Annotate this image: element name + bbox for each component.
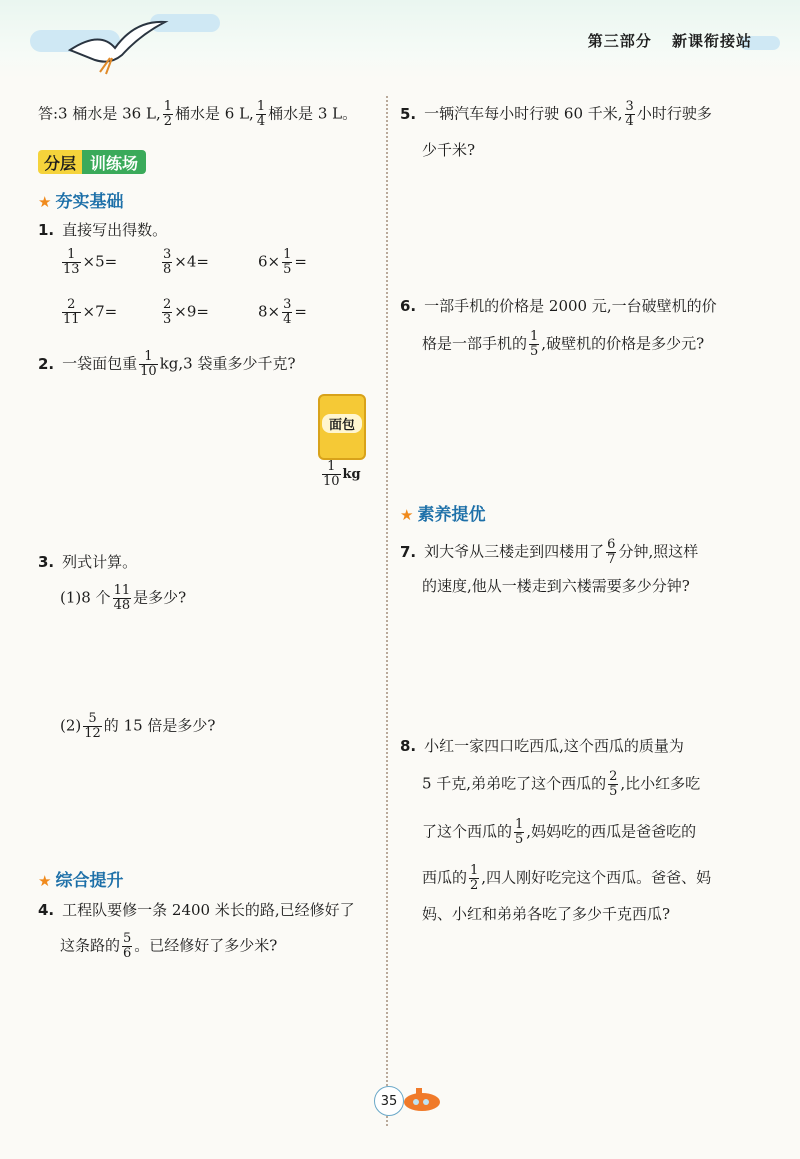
page-number: 35	[374, 1086, 404, 1116]
header-part: 第三部分	[587, 32, 652, 50]
calc-item: 8× $\frac{3}{4}$ =	[258, 297, 307, 327]
bag-weight: $\frac{1}{10}$ kg	[323, 459, 361, 489]
question-3-part-2: (2) $\frac{5}{12}$ 的 15 倍是多少?	[60, 711, 216, 741]
question-6: 6. 一部手机的价格是 2000 元,一台破壁机的价	[400, 297, 717, 315]
question-8-line-4: 西瓜的 $\frac{1}{2}$ ,四人刚好吃完这个西瓜。爸爸、妈	[422, 863, 712, 893]
bag-label: 面包	[322, 414, 362, 433]
star-icon: ★	[400, 506, 414, 524]
question-4-line-2: 这条路的 $\frac{5}{6}$ 。已经修好了多少米?	[60, 931, 278, 961]
seagull-icon	[60, 10, 170, 80]
question-3-part-1: (1)8 个 $\frac{11}{48}$ 是多少?	[60, 583, 187, 613]
header-title	[574, 30, 752, 51]
question-7-line-2: 的速度,他从一楼走到六楼需要多少分钟?	[422, 577, 690, 595]
question-4: 4. 工程队要修一条 2400 米长的路,已经修好了	[38, 901, 355, 919]
fraction: $\frac{1}{2}$	[163, 99, 172, 129]
question-5-line-2: 少千米?	[422, 141, 476, 159]
question-2: 2. 一袋面包重 $\frac{1}{10}$ kg,3 袋重多少千克?	[38, 349, 296, 379]
question-3: 3. 列式计算。	[38, 553, 138, 571]
question-8-line-5: 妈、小红和弟弟各吃了多少千克西瓜?	[422, 905, 671, 923]
section-title-advanced: ★ 素养提优	[400, 505, 486, 525]
question-8-line-3: 了这个西瓜的 $\frac{1}{5}$ ,妈妈吃的西瓜是爸爸吃的	[422, 817, 697, 847]
answer-line: 答:3 桶水是 36 L, $\frac{1}{2}$ 桶水是 6 L, $\frac{1}{4}$ 桶水是 3 L。	[38, 99, 358, 129]
calc-item: $\frac{2}{11}$ ×7=	[63, 297, 118, 327]
question-8: 8. 小红一家四口吃西瓜,这个西瓜的质量为	[400, 737, 684, 755]
header-section: 新课衔接站	[671, 32, 752, 50]
calc-item: $\frac{2}{3}$ ×9=	[163, 297, 209, 327]
star-icon: ★	[38, 193, 52, 211]
question-1: 1. 直接写出得数。	[38, 221, 168, 239]
badge-part1: 分层	[38, 150, 82, 174]
bread-bag-icon	[318, 394, 366, 460]
question-6-line-2: 格是一部手机的 $\frac{1}{5}$ ,破壁机的价格是多少元?	[422, 329, 705, 359]
column-divider	[386, 96, 388, 1126]
question-8-line-2: 5 千克,弟弟吃了这个西瓜的 $\frac{2}{5}$ ,比小红多吃	[422, 769, 701, 799]
badge-part2: 训练场	[82, 150, 146, 174]
question-7: 7. 刘大爷从三楼走到四楼用了 $\frac{6}{7}$ 分钟,照这样	[400, 537, 699, 567]
section-badge	[38, 150, 146, 174]
section-title-basic: ★ 夯实基础	[38, 192, 124, 212]
calc-item: $\frac{3}{8}$ ×4=	[163, 247, 209, 277]
section-title-comprehensive: ★ 综合提升	[38, 871, 124, 891]
calc-item: $\frac{1}{13}$ ×5=	[63, 247, 118, 277]
question-5: 5. 一辆汽车每小时行驶 60 千米, $\frac{3}{4}$ 小时行驶多	[400, 99, 712, 129]
calc-item: 6× $\frac{1}{5}$ =	[258, 247, 307, 277]
fraction: $\frac{1}{4}$	[256, 99, 266, 129]
star-icon: ★	[38, 872, 52, 890]
submarine-icon	[400, 1084, 444, 1114]
